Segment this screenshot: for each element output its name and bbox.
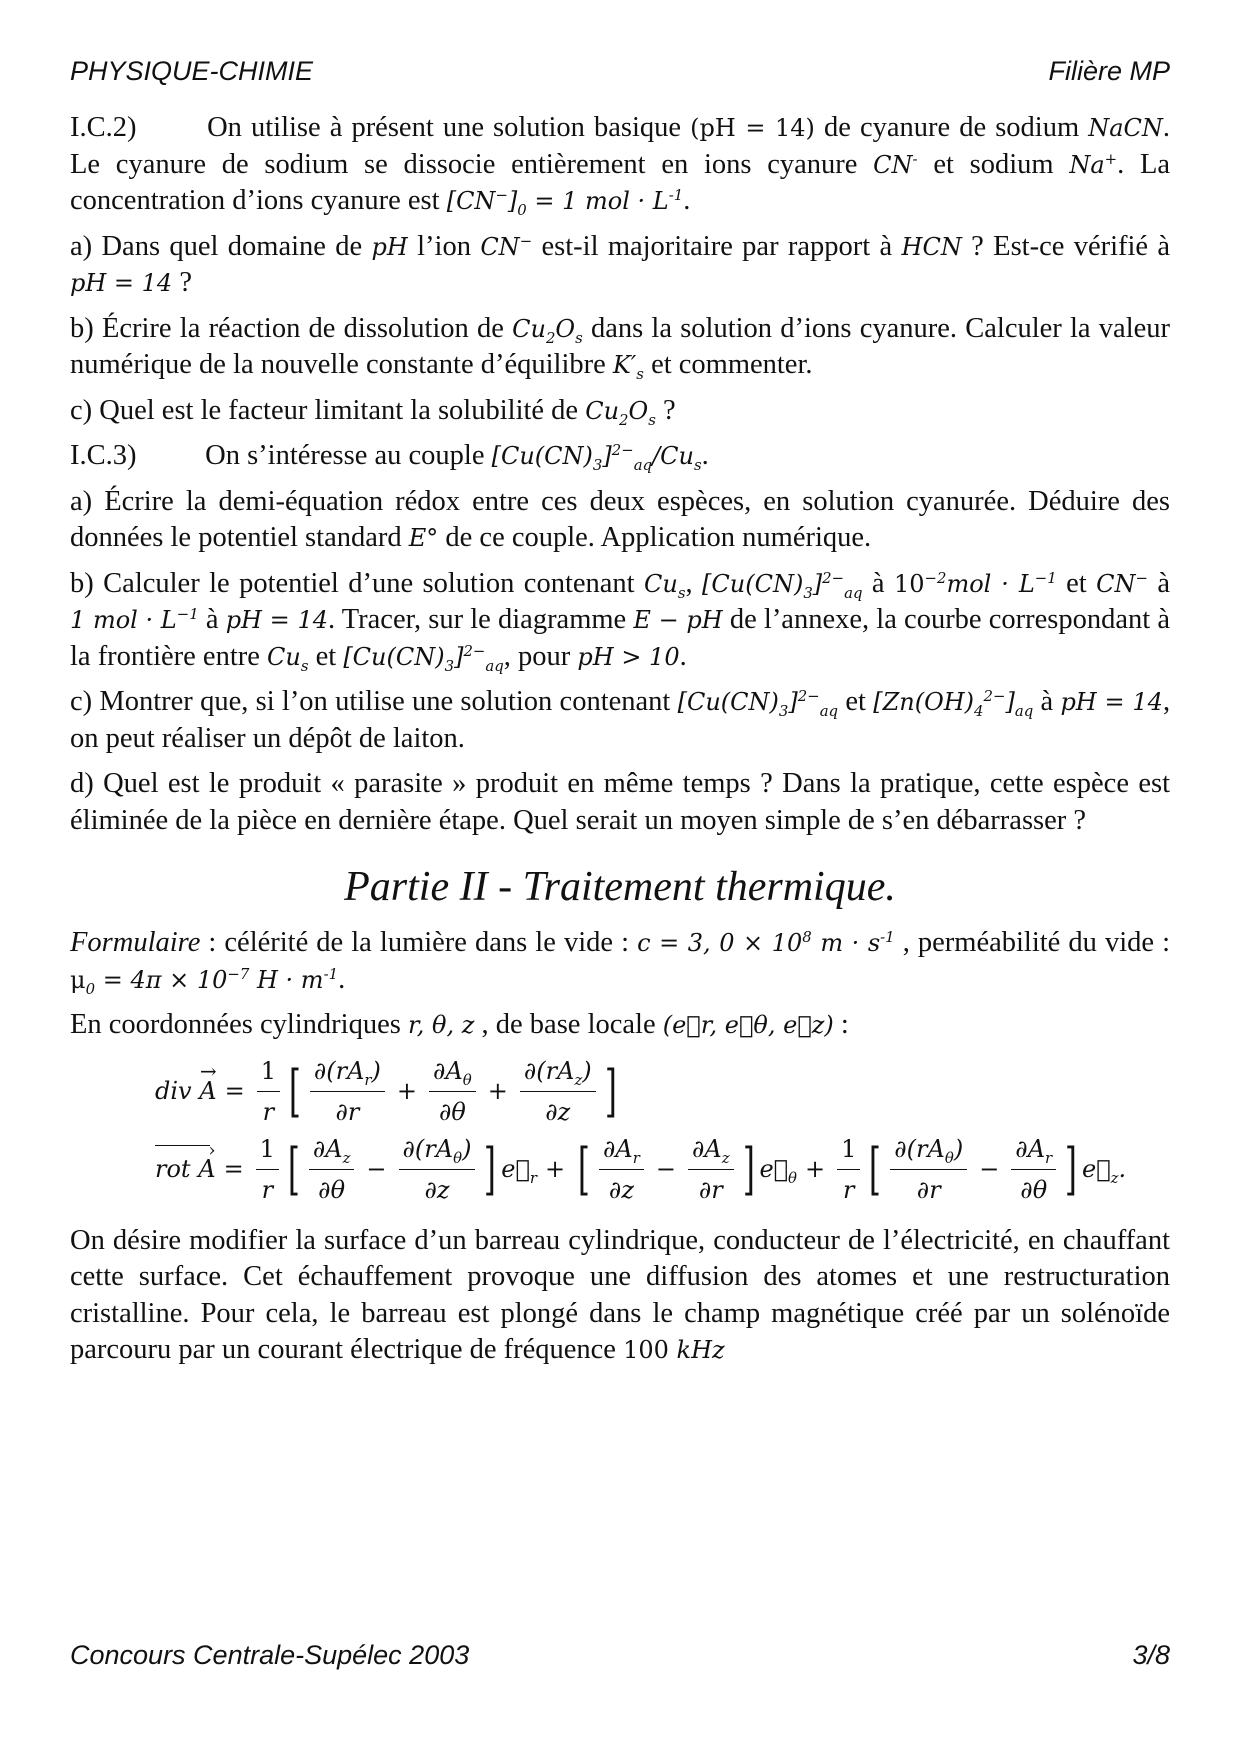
section-ic3-intro: I.C.3) On s’intéresse au couple $[Cu(CN)_3]^{2-}_{aq}/Cu_s$. (70, 440, 709, 474)
divergence-formula: div → A = $\frac{1}{r}$ [ $\frac{\partial(rA_r)}{\partial r}$ + $\frac{\partial A_\theta}{\partial\theta}$ + $\frac{\partial(rA_z)}{\partial z}$ ] (70, 1053, 1170, 1131)
header-subject: PHYSIQUE-CHIMIE (70, 56, 314, 86)
page-number: 3/8 (1132, 1640, 1170, 1670)
curl-formula: rot A › = $\frac{1}{r}$ [ $\frac{\partial A_z}{\partial\theta}$ − $\frac{\partial(rA_\theta)}{\partial z}$ ] $e⃗_r$ + [ $\frac{\partial A_r}{\partial z}$ − $\frac{\partial A_z}{\partial r}$ ] $e⃗_\theta$ + $\frac{1}{r}$ [ $\frac{\partial(rA_\theta)}{\partial r}$ − $\frac{\partial A_r}{\partial\theta}$ ] $e⃗_z$ . (70, 1131, 1170, 1209)
page-footer (70, 1640, 1170, 1671)
question-ic2-c: c) Quel est le facteur limitant la solubilité de $Cu_2O_s$ ? (70, 394, 676, 429)
body-paragraph: On désire modifier la surface d’un barreau cylindrique, conducteur de l’électricité, en chauffant cette surface. Cet échauffement provoque une diffusion des atomes et une restructuration cristalline. Pour cela, le barreau est plongé dans le champ magnétique créé par un solénoïde parcouru par un courant électrique de fréquence 100 kHz (70, 1224, 1170, 1365)
question-ic3-d: d) Quel est le produit « parasite » produit en même temps ? Dans la pratique, cette espèce est éliminée de la pièce en dernière étape. Quel serait un moyen simple de s’en débarrasser ? (70, 768, 1170, 836)
question-ic3-b: b) Calculer le potentiel d’une solution contenant $Cu_s$, $[Cu(CN)_3]^{2-}_{aq}$ à $10^{-2}mol \cdot L^{-1}$ et CN− à 1 mol · $L^{-1}$ à pH = 14. Tracer, sur le diagramme E − pH de l’annexe, la courbe correspondant à la frontière entre $Cu_s$ et $[Cu(CN)_3]^{2-}_{aq}$, pour pH > 10. (70, 567, 1171, 675)
formula-block (70, 1053, 1170, 1209)
footer-contest: Concours Centrale-Supélec 2003 (70, 1640, 470, 1670)
page-header (70, 56, 1170, 87)
section-ic2-intro: I.C.2) On utilise à présent une solution basique (pH = 14) de cyanure de sodium NaCN. Le cyanure de sodium se dissocie entièrement en ions cyanure CN- et sodium Na+. La concentration d’ions cyanure est $[CN^-]_0 = 1$ mol · $L^{-1}$. (70, 112, 1171, 219)
question-ic2-b: b) Écrire la réaction de dissolution de $Cu_2O_s$ dans la solution d’ions cyanure. Calculer la valeur numérique de la nouvelle constante d’équilibre $K'_s$ et commenter. (70, 312, 1171, 383)
section-label: I.C.3) (70, 440, 137, 471)
question-ic2-a: a) Dans quel domaine de pH l’ion CN− est-il majoritaire par rapport à HCN ? Est-ce vérifié à pH = 14 ? (70, 230, 1171, 298)
page-content (70, 110, 1170, 1378)
cylindrical-coords: En coordonnées cylindriques r, θ, z , de base locale (e⃗r, e⃗θ, e⃗z) : (70, 1009, 849, 1040)
formulaire: Formulaire : célérité de la lumière dans le vide : c = 3, $0 \times 10^8$ $m \cdot s^{-1}$ , perméabilité du vide : $\mu_0 = 4\pi \times 10^{-7}$ $H \cdot m^{-1}$. (70, 927, 1171, 998)
section-label: I.C.2) (70, 112, 137, 143)
header-track: Filière MP (1048, 56, 1170, 86)
part-title: Partie II - Traitement thermique. (344, 864, 896, 910)
question-ic3-c: c) Montrer que, si l’on utilise une solution contenant $[Cu(CN)_3]^{2-}_{aq}$ et $[Zn(OH)_4^{2-}]_{aq}$ à pH = 14, on peut réaliser un dépôt de laiton. (70, 686, 1171, 754)
question-ic3-a: a) Écrire la demi-équation rédox entre ces deux espèces, en solution cyanurée. Déduire des données le potentiel standard E° de ce couple. Application numérique. (70, 485, 1170, 553)
